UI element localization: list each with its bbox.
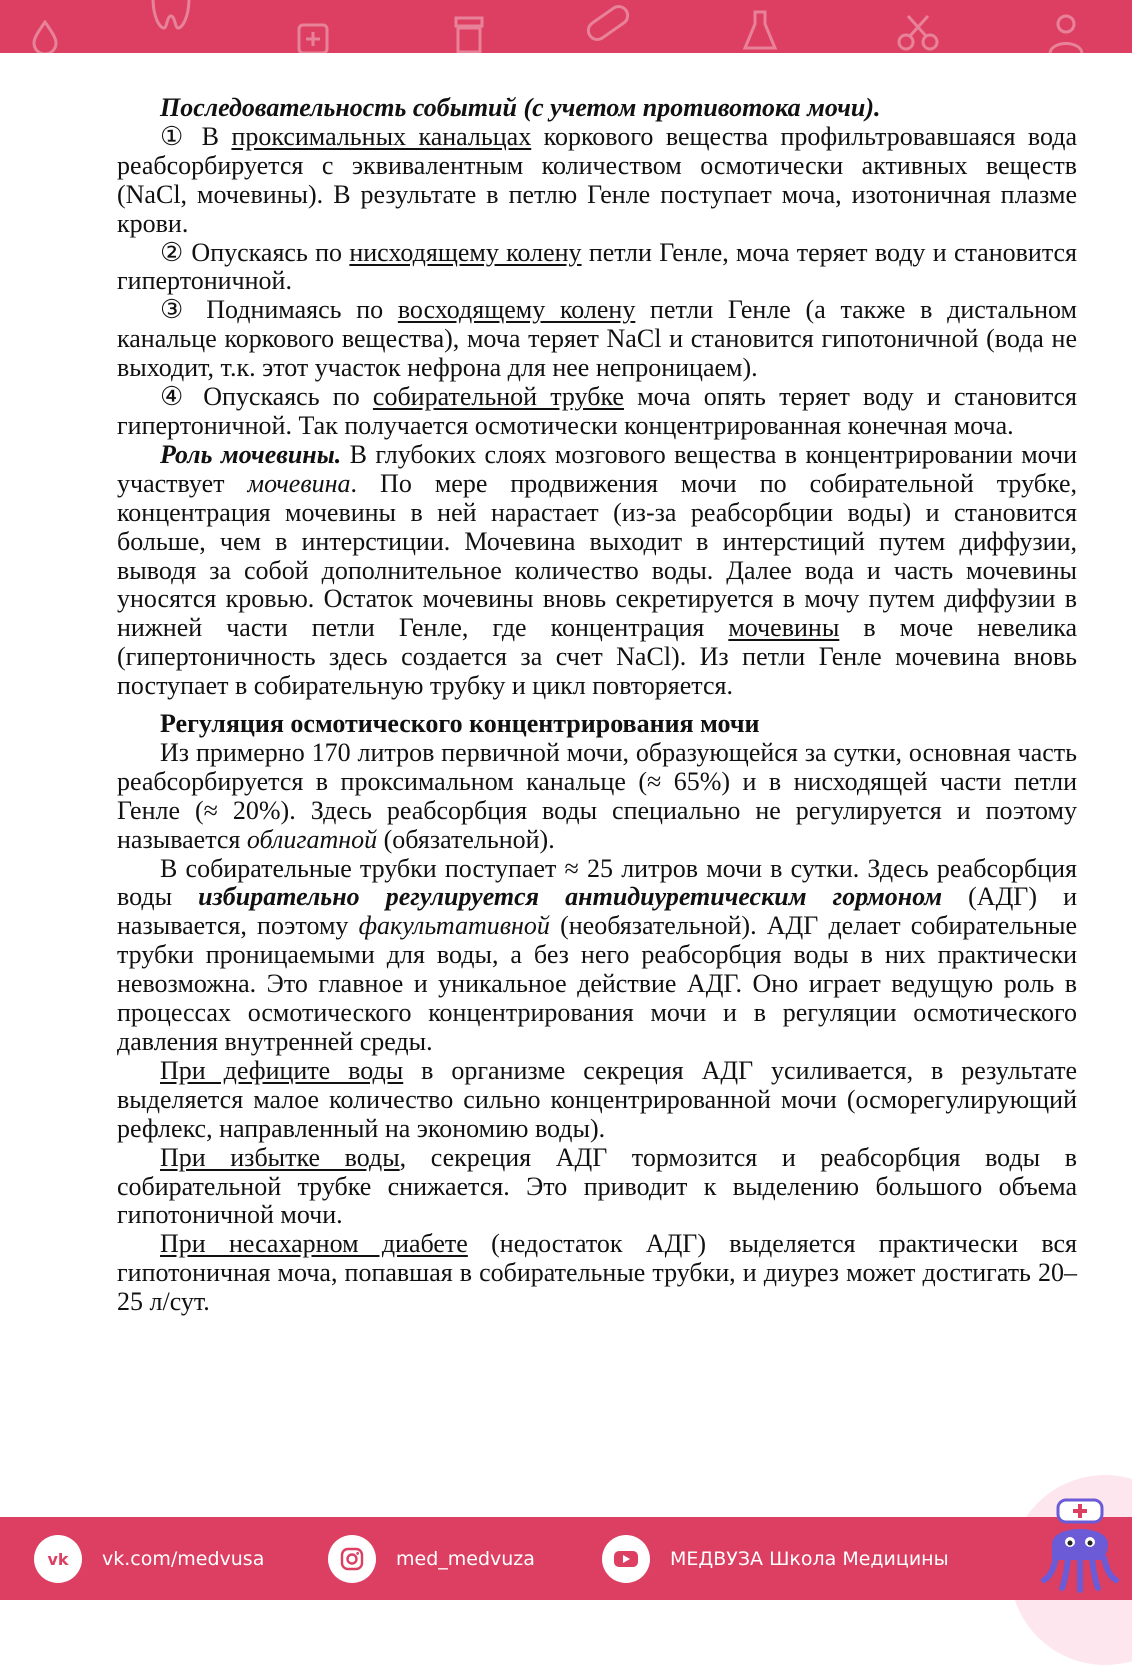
bandage-icon xyxy=(580,0,636,48)
youtube-link-text: МЕДВУЗА Школа Медицины xyxy=(670,1547,949,1570)
italic-term: облигатной xyxy=(246,824,378,854)
instagram-link-text: med_medvuza xyxy=(396,1547,535,1570)
instagram-link[interactable] xyxy=(328,1517,535,1600)
inline-heading: Роль мочевины. xyxy=(160,439,342,469)
underlined-term: При избытке воды xyxy=(160,1142,400,1172)
text-run: . По мере продвижения мочи по собирательной трубке, концентрация мочевины в ней нарастает (из-за реабсорбции воды) и становится больше, чем в интерстиции. Мочевина выходит в интерстиций путем диффузии, выводя за собой дополнительное количество воды. Далее вода и часть мочевины уносятся кровью. Остаток мочевины вновь секретируется в мочу путем диффузии в нижней части петли Генле, где концентрация xyxy=(117,468,1078,643)
text-run: моча опять теряет воду и становится гипертоничной. Так получается осмотически концентрированная конечная моча. xyxy=(117,382,1077,440)
flask-icon xyxy=(740,8,780,53)
octopus-doctor-icon xyxy=(1040,1498,1120,1598)
text-run: В собирательные трубки поступает ≈ 25 литров мочи в сутки. Здесь реабсорбция воды xyxy=(117,853,1077,912)
text-run: в моче невелика (гипертоничность здесь создается за счет NaCl). Из петли Генле мочевина вновь поступает в собирательную трубку и цикл повторяется. xyxy=(117,613,1077,701)
italic-term: факультативной xyxy=(358,911,550,941)
paragraph-facultative xyxy=(117,855,1077,1057)
vk-icon xyxy=(34,1535,82,1583)
underlined-term: восходящему колену xyxy=(397,295,636,325)
youtube-link[interactable] xyxy=(602,1517,949,1600)
text-run: петли Генле, моча теряет воду и становится гипертоничной. xyxy=(117,237,1077,296)
underlined-term: мочевины xyxy=(728,613,840,643)
drop-icon xyxy=(28,20,62,53)
paragraph-urea-role xyxy=(117,441,1077,701)
underlined-term: проксимальных канальцах xyxy=(231,121,532,151)
paragraph-step-3 xyxy=(117,296,1077,383)
paragraph-diabetes-insipidus xyxy=(117,1230,1077,1317)
text-run: в организме секреция АДГ усиливается, в результате выделяется малое количество сильно концентрированной мочи (осморегулирующий рефлекс, направленный на экономию воды). xyxy=(117,1055,1077,1143)
text-run: Из примерно 170 литров первичной мочи, образующейся за сутки, основная часть реабсорбируется в проксимальном канальце (≈ 65%) и в нисходящей части петли Генле (≈ 20%). Здесь реабсорбция воды специально не регулируется и поэтому называется xyxy=(117,737,1077,854)
underlined-term: При несахарном диабете xyxy=(160,1229,468,1259)
text-run: , секреция АДГ тормозится и реабсорбция воды в собирательной трубке снижается. Это приводит к выделению большого объема гипотоничной мочи. xyxy=(117,1142,1077,1230)
text-run: ① В xyxy=(160,121,232,151)
paragraph-sequence-title xyxy=(117,94,1077,123)
text-run: ② Опускаясь по xyxy=(160,237,350,267)
svg-text:vk: vk xyxy=(47,1549,69,1569)
text-run: ③ Поднимаясь по xyxy=(160,295,398,325)
paragraph-water-excess xyxy=(117,1144,1077,1231)
underlined-term: При дефиците воды xyxy=(160,1055,404,1085)
text-run: В глубоких слоях мозгового вещества в концентрировании мочи участвует xyxy=(117,439,1078,498)
section-heading-sequence: Последовательность событий (с учетом противотока мочи). xyxy=(160,93,881,122)
text-run: (необязательной). АДГ делает собирательные трубки проницаемыми для воды, а без него реабсорбция воды в них практически невозможна. Это главное и уникальное действие АДГ. Оно играет ведущую роль в процессах осмотического концентрирования мочи и в регуляции осмотического давления внутренней среды. xyxy=(117,911,1077,1056)
paragraph-step-2 xyxy=(117,239,1077,297)
medkit-icon xyxy=(296,22,330,53)
emphasis-term: избирательно регулируется антидиуретическим гормоном xyxy=(198,882,943,912)
youtube-icon xyxy=(602,1535,650,1583)
doctor-icon xyxy=(1044,12,1088,53)
document-body xyxy=(117,94,1077,1317)
pill-jar-icon xyxy=(452,14,486,53)
footer-band xyxy=(0,1517,1132,1600)
scissors-icon xyxy=(896,12,940,52)
paragraph-obligate xyxy=(117,739,1077,855)
text-run: петли Генле (а также в дистальном канальце коркового вещества), моча теряет NaCl и становится гипотоничной (вода не выходит, т.к. этот участок нефрона для нее непроницаем). xyxy=(117,295,1077,383)
text-run: коркового вещества профильтровавшаяся вода реабсорбируется с эквивалентным количеством осмотически активных веществ (NaCl, мочевины). В результате в петлю Генле поступает моча, изотоничная плазме крови. xyxy=(117,121,1078,238)
paragraph-step-4 xyxy=(117,383,1077,441)
paragraph-step-1 xyxy=(117,123,1077,239)
text-run: (АДГ) и называется, поэтому xyxy=(117,882,1078,941)
vk-link[interactable] xyxy=(34,1517,264,1600)
header-band xyxy=(0,0,1132,53)
text-run: (обязательной). xyxy=(377,824,555,854)
vk-link-text: vk.com/medvusa xyxy=(102,1547,265,1570)
paragraph-water-deficit xyxy=(117,1057,1077,1144)
underlined-term: нисходящему колену xyxy=(349,237,582,267)
underlined-term: собирательной трубке xyxy=(372,382,624,412)
text-run: ④ Опускаясь по xyxy=(160,382,373,412)
instagram-icon xyxy=(328,1535,376,1583)
tooth-icon xyxy=(148,0,194,34)
text-run: (недостаток АДГ) выделяется практически вся гипотоничная моча, попавшая в собирательные трубки, и диурез может достигать 20–25 л/сут. xyxy=(117,1229,1077,1317)
italic-term: мочевина xyxy=(247,468,351,498)
section-heading-regulation: Регуляция осмотического концентрирования мочи xyxy=(160,709,760,739)
